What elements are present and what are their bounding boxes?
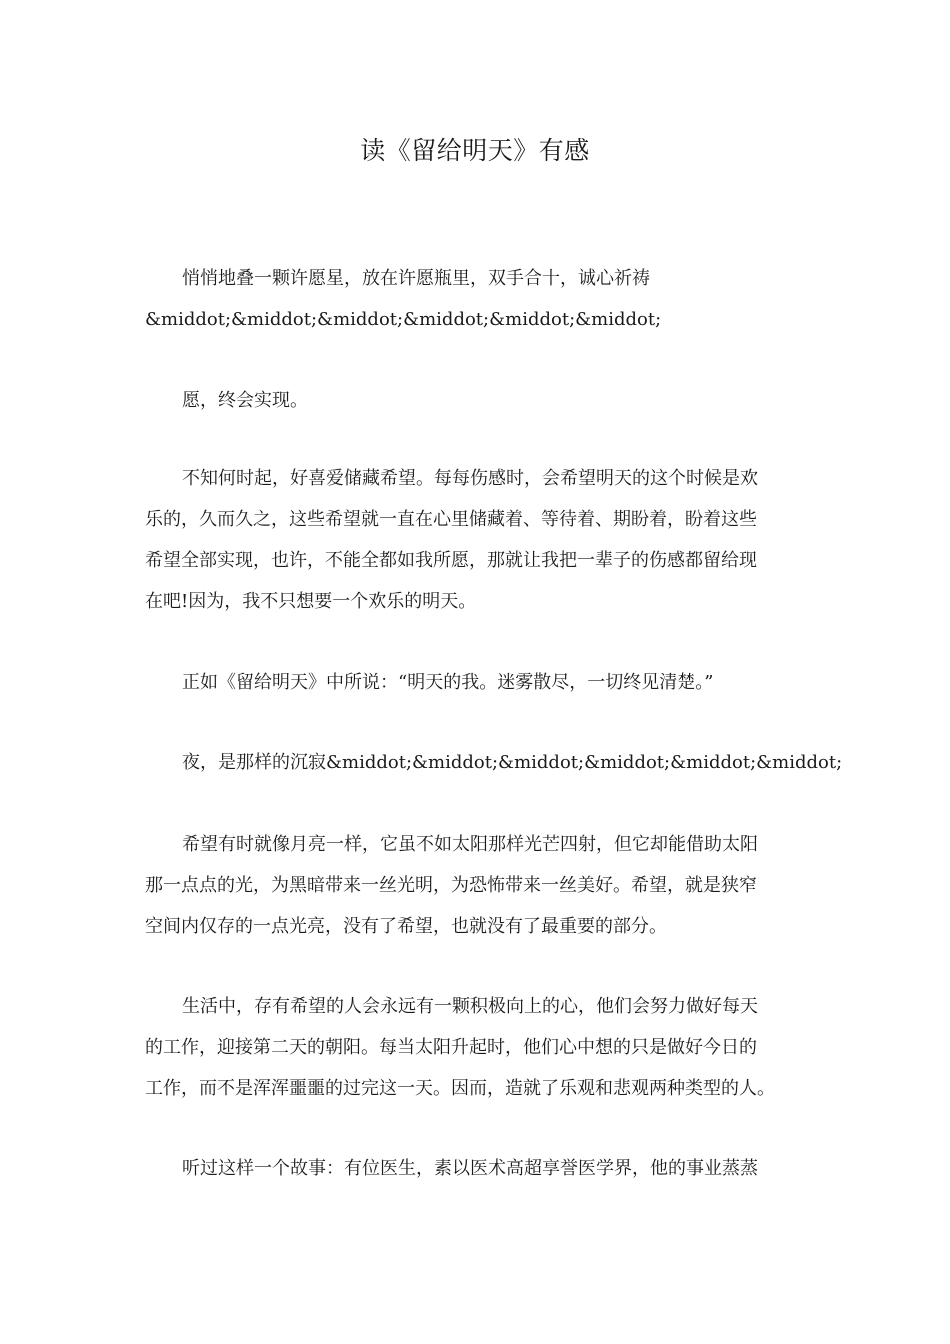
paragraph-line: 希望有时就像月亮一样，它虽不如太阳那样光芒四射，但它却能借助太阳: [182, 834, 758, 855]
paragraph-line: 不知何时起，好喜爱储藏希望。每每伤感时，会希望明天的这个时候是欢: [182, 468, 758, 489]
paragraph-line: 乐的，久而久之，这些希望就一直在心里储藏着、等待着、期盼着，盼着这些: [145, 509, 757, 530]
paragraph: [145, 1148, 805, 1189]
paragraph: [145, 258, 805, 340]
paragraph: [145, 742, 843, 783]
paragraph-line: 夜，是那样的沉寂&middot;&middot;&middot;&middot;&middot;&middot;: [182, 752, 843, 773]
paragraph-line: 听过这样一个故事：有位医生，素以医术高超享誉医学界，他的事业蒸蒸: [182, 1158, 758, 1179]
paragraph: [145, 986, 805, 1109]
paragraph-line: 在吧!因为，我不只想要一个欢乐的明天。: [145, 591, 477, 612]
paragraph-line: 希望全部实现，也许，不能全都如我所愿，那就让我把一辈子的伤感都留给现: [145, 550, 757, 571]
paragraph-line: 愿，终会实现。: [182, 390, 308, 411]
document-title: 读《留给明天》有感: [360, 136, 590, 165]
paragraph-line: 悄悄地叠一颗许愿星，放在许愿瓶里，双手合十，诚心祈祷: [182, 268, 650, 289]
paragraph: [145, 380, 805, 421]
paragraph-line: 空间内仅存的一点光亮，没有了希望，也就没有了最重要的部分。: [145, 916, 667, 937]
paragraph-line: 正如《留给明天》中所说：“明天的我。迷雾散尽，一切终见清楚。”: [182, 672, 714, 693]
paragraph: [145, 458, 805, 622]
paragraph: [145, 662, 805, 703]
paragraph-line: 那一点点的光，为黑暗带来一丝光明，为恐怖带来一丝美好。希望，就是狭窄: [145, 875, 757, 896]
paragraph-line: 生活中，存有希望的人会永远有一颗积极向上的心，他们会努力做好每天: [182, 996, 758, 1017]
paragraph-line: 工作，而不是浑浑噩噩的过完这一天。因而，造就了乐观和悲观两种类型的人。: [145, 1078, 775, 1099]
paragraph-line: 的工作，迎接第二天的朝阳。每当太阳升起时，他们心中想的只是做好今日的: [145, 1037, 757, 1058]
paragraph: [145, 824, 805, 947]
paragraph-line: &middot;&middot;&middot;&middot;&middot;&middot;: [145, 309, 662, 330]
